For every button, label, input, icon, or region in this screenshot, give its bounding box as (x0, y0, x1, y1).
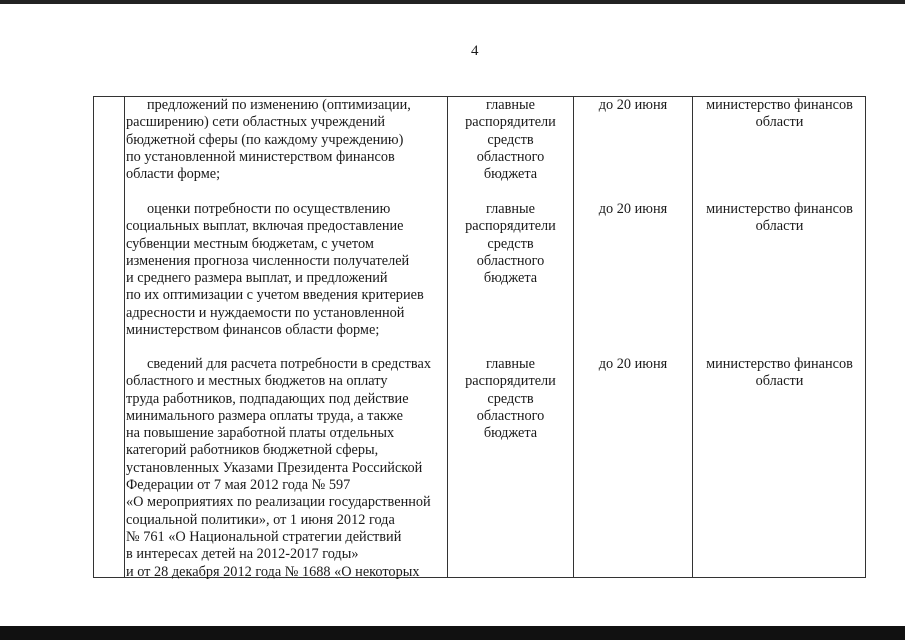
description-line: категорий работников бюджетной сферы, (126, 442, 379, 459)
responsible-line: областного (476, 148, 545, 165)
responsible-line: главные (486, 97, 535, 113)
cell-deadline (574, 97, 692, 114)
description-line: «О мероприятиях по реализации государственной (126, 494, 431, 511)
description-line: и среднего размера выплат, и предложений (126, 270, 388, 287)
recipient-line: министерство финансов (706, 201, 853, 217)
description-line: по установленной министерством финансов (126, 148, 395, 165)
scan-bottom-edge (0, 626, 905, 640)
description-line: субвенции местным бюджетам, с учетом (126, 235, 374, 252)
description-line: № 761 «О Национальной стратегии действий (126, 528, 402, 545)
responsible-line: бюджета (483, 270, 538, 287)
description-line: области форме; (126, 166, 221, 183)
cell-deadline (574, 356, 692, 373)
recipient-line: министерство финансов (706, 356, 853, 372)
description-line: министерством финансов области форме; (126, 322, 380, 339)
description-line: труда работников, подпадающих под действие (126, 390, 409, 407)
description-line: социальных выплат, включая предоставление (126, 218, 404, 235)
description-line: и от 28 декабря 2012 года № 1688 «О некоторых (126, 563, 420, 580)
recipient-line: области (755, 373, 804, 390)
deadline-line: до 20 июня (598, 356, 668, 372)
description-line: на повышение заработной платы отдельных (126, 425, 395, 442)
scan-top-edge (0, 0, 905, 4)
cell-deadline (574, 201, 692, 218)
description-line: областного и местных бюджетов на оплату (126, 373, 388, 390)
responsible-line: областного (476, 252, 545, 269)
cell-description (126, 201, 446, 339)
responsible-line: бюджета (483, 425, 538, 442)
description-line: оценки потребности по осуществлению (147, 201, 391, 217)
responsible-line: средств (487, 390, 534, 407)
description-line: сведений для расчета потребности в средствах (147, 356, 431, 372)
responsible-line: бюджета (483, 166, 538, 183)
column-divider (124, 96, 125, 578)
description-line: адресности и нуждаемости по установленной (126, 304, 405, 321)
description-line: расширению) сети областных учреждений (126, 114, 386, 131)
deadline-line: до 20 июня (598, 201, 668, 217)
description-line: Федерации от 7 мая 2012 года № 597 (126, 477, 351, 494)
description-line: бюджетной сферы (по каждому учреждению) (126, 131, 404, 148)
responsible-line: распорядители (465, 373, 556, 390)
responsible-line: средств (487, 131, 534, 148)
recipient-line: области (755, 218, 804, 235)
page-number: 4 (471, 43, 479, 59)
cell-description (126, 356, 446, 581)
responsible-line: распорядители (465, 218, 556, 235)
description-line: минимального размера оплаты труда, а также (126, 407, 403, 424)
recipient-line: области (755, 114, 804, 131)
cell-responsible (448, 97, 573, 183)
responsible-line: главные (486, 356, 535, 372)
responsible-line: областного (476, 407, 545, 424)
description-line: социальной политики», от 1 июня 2012 года (126, 511, 395, 528)
cell-responsible (448, 356, 573, 442)
recipient-line: министерство финансов (706, 97, 853, 113)
column-divider (573, 96, 574, 578)
description-line: в интересах детей на 2012-2017 годы» (126, 546, 359, 563)
responsible-line: главные (486, 201, 535, 217)
responsible-line: средств (487, 235, 534, 252)
responsible-line: распорядители (465, 114, 556, 131)
cell-responsible (448, 201, 573, 287)
cell-description (126, 97, 446, 183)
cell-recipient (693, 201, 866, 236)
description-line: по их оптимизации с учетом введения критериев (126, 287, 424, 304)
description-line: изменения прогноза численности получателей (126, 252, 410, 269)
description-line: предложений по изменению (оптимизации, (147, 97, 411, 113)
column-divider (692, 96, 693, 578)
cell-recipient (693, 97, 866, 132)
cell-recipient (693, 356, 866, 391)
description-line: установленных Указами Президента Российской (126, 459, 423, 476)
deadline-line: до 20 июня (598, 97, 668, 113)
